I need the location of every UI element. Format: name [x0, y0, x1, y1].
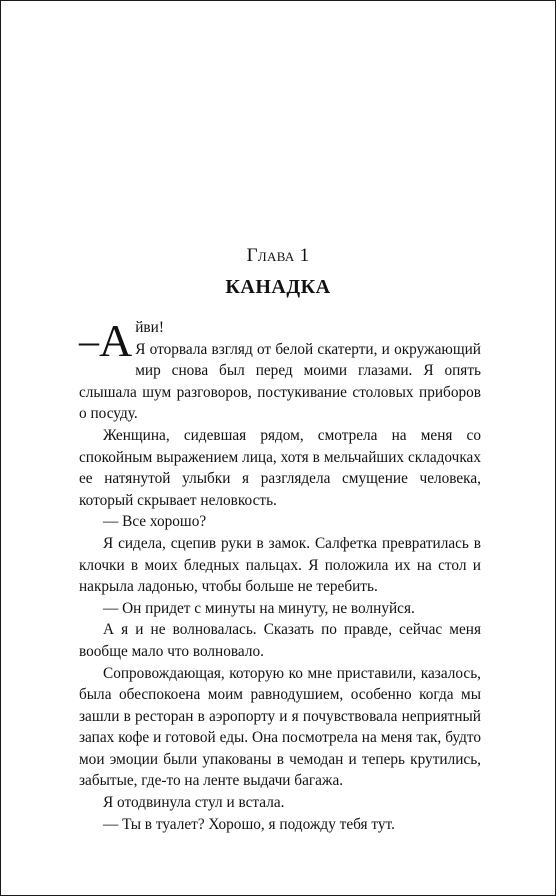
drop-cap-letter: А [99, 315, 133, 366]
paragraph: Женщина, сидевшая рядом, смотрела на меня со спокойным выражением лица, хотя в мельчайших складочках ее натянутой улыбки я разглядела смущение человека, который скрывает неловкость. [79, 426, 481, 509]
chapter-label: Глава 1 [246, 245, 310, 266]
paragraph: Я отодвинула стул и встала. [103, 794, 285, 812]
opening-first-line: йви! [135, 319, 164, 336]
opening-paragraph-text: Я оторвала взгляд от белой скатерти, и окружающий мир снова был перед моими глазами. Я опять слышала шум разговоров, постукивание столовых приборов о посуду. [79, 340, 481, 423]
paragraph: Сопровождающая, которую ко мне приставили, казалось, была обеспокоена моим равнодушием, особенно когда мы зашли в ресторан в аэропорту и я почувствовала неприятный запах кофе и готовой еды. Она посмотрела на меня так, будто мои эмоции были упакованы в чемодан и теперь крутились, забытые, где-то на ленте выдачи багажа. [79, 664, 481, 790]
paragraph: А я и не волновалась. Сказать по правде, сейчас меня вообще мало что волновало. [79, 621, 481, 660]
paragraph-opening [79, 317, 481, 425]
drop-cap [79, 315, 133, 366]
paragraph: — Он придет с минуты на минуту, не волнуйся. [103, 599, 415, 617]
paragraph: — Ты в туалет? Хорошо, я подожду тебя тут. [103, 815, 395, 833]
paragraph: — Все хорошо? [103, 513, 207, 531]
drop-cap-dash: – [79, 318, 99, 363]
chapter-text [79, 317, 481, 835]
paragraph: Я сидела, сцепив руки в замок. Салфетка превратилась в клочки в моих бледных пальцах. Я положила их на стол и накрыла ладонью, чтобы больше не теребить. [79, 534, 481, 596]
chapter-title: КАНАДКА [225, 276, 331, 298]
